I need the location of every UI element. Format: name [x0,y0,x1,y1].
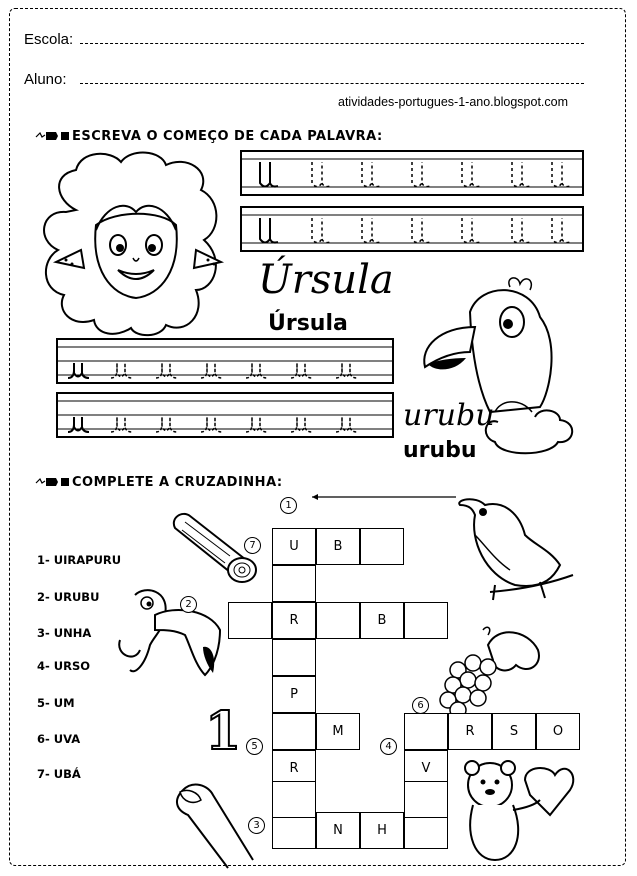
clue-item: 4- URSO [37,659,91,673]
arrow-to-bird [298,492,458,506]
crossword-cell[interactable] [272,781,316,818]
crossword-cell[interactable]: S [492,713,536,750]
print-practice-rows [56,338,396,440]
crossword-cell[interactable] [404,602,448,639]
teddy-bear-illustration [455,760,580,865]
girl-illustration [36,150,241,340]
school-field[interactable] [80,43,584,44]
word-ursula-cursive: Úrsula [258,257,394,303]
cursive-practice-rows [240,150,585,255]
crossword-cell[interactable] [316,602,360,639]
pencil-bullet-icon [34,474,70,490]
clue-item: 3- UNHA [37,626,92,640]
word-urubu-cursive: urubu [403,398,495,433]
big-numeral-one: 1 [205,701,242,762]
school-label: Escola: [24,31,74,48]
word-urubu-print: urubu [403,438,477,463]
crossword-cell[interactable]: B [316,528,360,565]
crossword-cell[interactable]: N [316,812,360,849]
clue-number: 4 [380,738,397,755]
clue-number: 7 [244,537,261,554]
clue-number: 5 [246,738,263,755]
crossword-cell[interactable]: R [448,713,492,750]
crossword-cell[interactable] [272,639,316,676]
clue-item: 7- UBÁ [37,767,81,781]
clue-number: 6 [412,697,429,714]
grapes-illustration [428,625,548,725]
student-field[interactable] [80,83,584,84]
crossword-cell[interactable]: M [316,713,360,750]
crossword-cell[interactable]: V [404,750,448,787]
crossword-cell[interactable]: P [272,676,316,713]
crossword-cell[interactable] [404,781,448,818]
clue-number: 3 [248,817,265,834]
crossword-cell[interactable]: R [272,750,316,787]
crossword-cell[interactable]: R [272,602,316,639]
crossword-cell[interactable]: B [360,602,404,639]
section1-title: ESCREVA O COMEÇO DE CADA PALAVRA: [72,129,383,144]
clue-item: 5- UM [37,696,75,710]
bird-illustration [455,490,575,610]
small-vulture-illustration [115,585,230,685]
pencil-bullet-icon [34,128,70,144]
section2-title: COMPLETE A CRUZADINHA: [72,475,283,490]
crossword-cell[interactable]: U [272,528,316,565]
clue-number: 1 [280,497,297,514]
crossword-cell[interactable] [360,528,404,565]
crossword-cell[interactable] [228,602,272,639]
crossword-cell[interactable]: H [360,812,404,849]
word-ursula-print: Úrsula [268,311,348,336]
crossword-cell[interactable] [272,565,316,602]
clue-item: 6- UVA [37,732,81,746]
crossword-cell[interactable]: O [536,713,580,750]
crossword-cell[interactable] [272,713,316,750]
website-url: atividades-portugues-1-ano.blogspot.com [338,95,568,109]
clue-number: 2 [180,596,197,613]
student-label: Aluno: [24,71,67,88]
finger-illustration [168,780,258,870]
clue-item: 2- URUBU [37,590,100,604]
clue-item: 1- UIRAPURU [37,553,122,567]
crossword-cell[interactable] [404,713,448,750]
